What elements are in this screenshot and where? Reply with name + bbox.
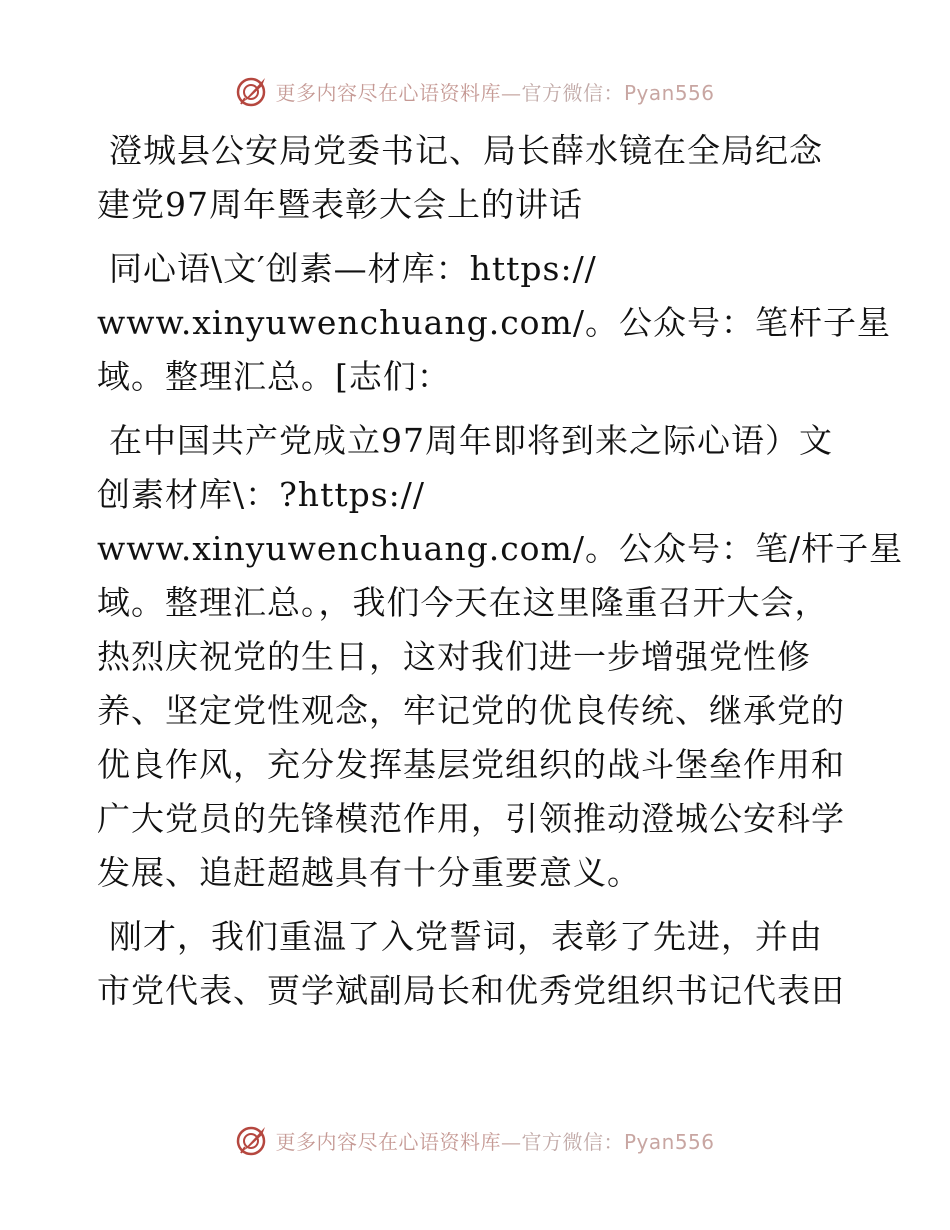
document-title [97, 124, 867, 232]
paragraph-2-line-1: 在中国共产党成立97周年即将到来之际心语）文 [109, 421, 833, 460]
paragraph-2-line-7: 优良作风，充分发挥基层党组织的战斗堡垒作用和 [97, 745, 845, 784]
paragraph-2-line-2: 创素材库\：?https:// [97, 475, 426, 514]
footer-banner [0, 1118, 950, 1162]
header-brand-text: 更多内容尽在心语资料库 [275, 80, 501, 105]
paragraph-3-line-2: 市党代表、贾学斌副局长和优秀党组织书记代表田 [97, 971, 845, 1010]
quill-logo-icon [235, 1123, 269, 1157]
paragraph-2-line-3: www.xinyuwenchuang.com/。公众号：笔/杆子星 [97, 529, 904, 568]
paragraph-2-line-5: 热烈庆祝党的生日，这对我们进一步增强党性修 [97, 637, 811, 676]
header-dash: — [500, 80, 522, 105]
paragraph-2 [97, 414, 904, 900]
paragraph-3-line-1: 刚才，我们重温了入党誓词，表彰了先进，并由 [109, 917, 823, 956]
paragraph-1-line-2: www.xinyuwenchuang.com/。公众号：笔杆子星 [97, 303, 891, 342]
paragraph-1 [97, 242, 891, 404]
paragraph-2-line-9: 发展、追赶超越具有十分重要意义。 [97, 853, 641, 892]
paragraph-1-line-3: 域。整理汇总。[志们： [97, 357, 451, 396]
title-line-1: 澄城县公安局党委书记、局长薛水镜在全局纪念 [109, 131, 823, 170]
document-body [97, 124, 904, 1018]
header-wechat-label: 官方微信： [521, 80, 624, 105]
quill-logo-icon [235, 74, 269, 108]
paragraph-3 [97, 910, 867, 1018]
header-banner-text [275, 77, 714, 106]
footer-brand-text: 更多内容尽在心语资料库 [275, 1129, 501, 1154]
header-banner [0, 69, 950, 113]
footer-dash: — [500, 1129, 522, 1154]
footer-banner-text [275, 1126, 714, 1155]
header-wechat-id: Pyan556 [623, 80, 715, 105]
paragraph-2-line-4: 域。整理汇总。，我们今天在这里隆重召开大会， [97, 583, 829, 622]
paragraph-1-line-1: 同心语\文′创素—材库：https:// [109, 249, 597, 288]
footer-wechat-id: Pyan556 [623, 1129, 715, 1154]
paragraph-2-line-8: 广大党员的先锋模范作用，引领推动澄城公安科学 [97, 799, 845, 838]
footer-wechat-label: 官方微信： [521, 1129, 624, 1154]
paragraph-2-line-6: 养、坚定党性观念，牢记党的优良传统、继承党的 [97, 691, 845, 730]
title-line-2: 建党97周年暨表彰大会上的讲话 [97, 185, 583, 224]
